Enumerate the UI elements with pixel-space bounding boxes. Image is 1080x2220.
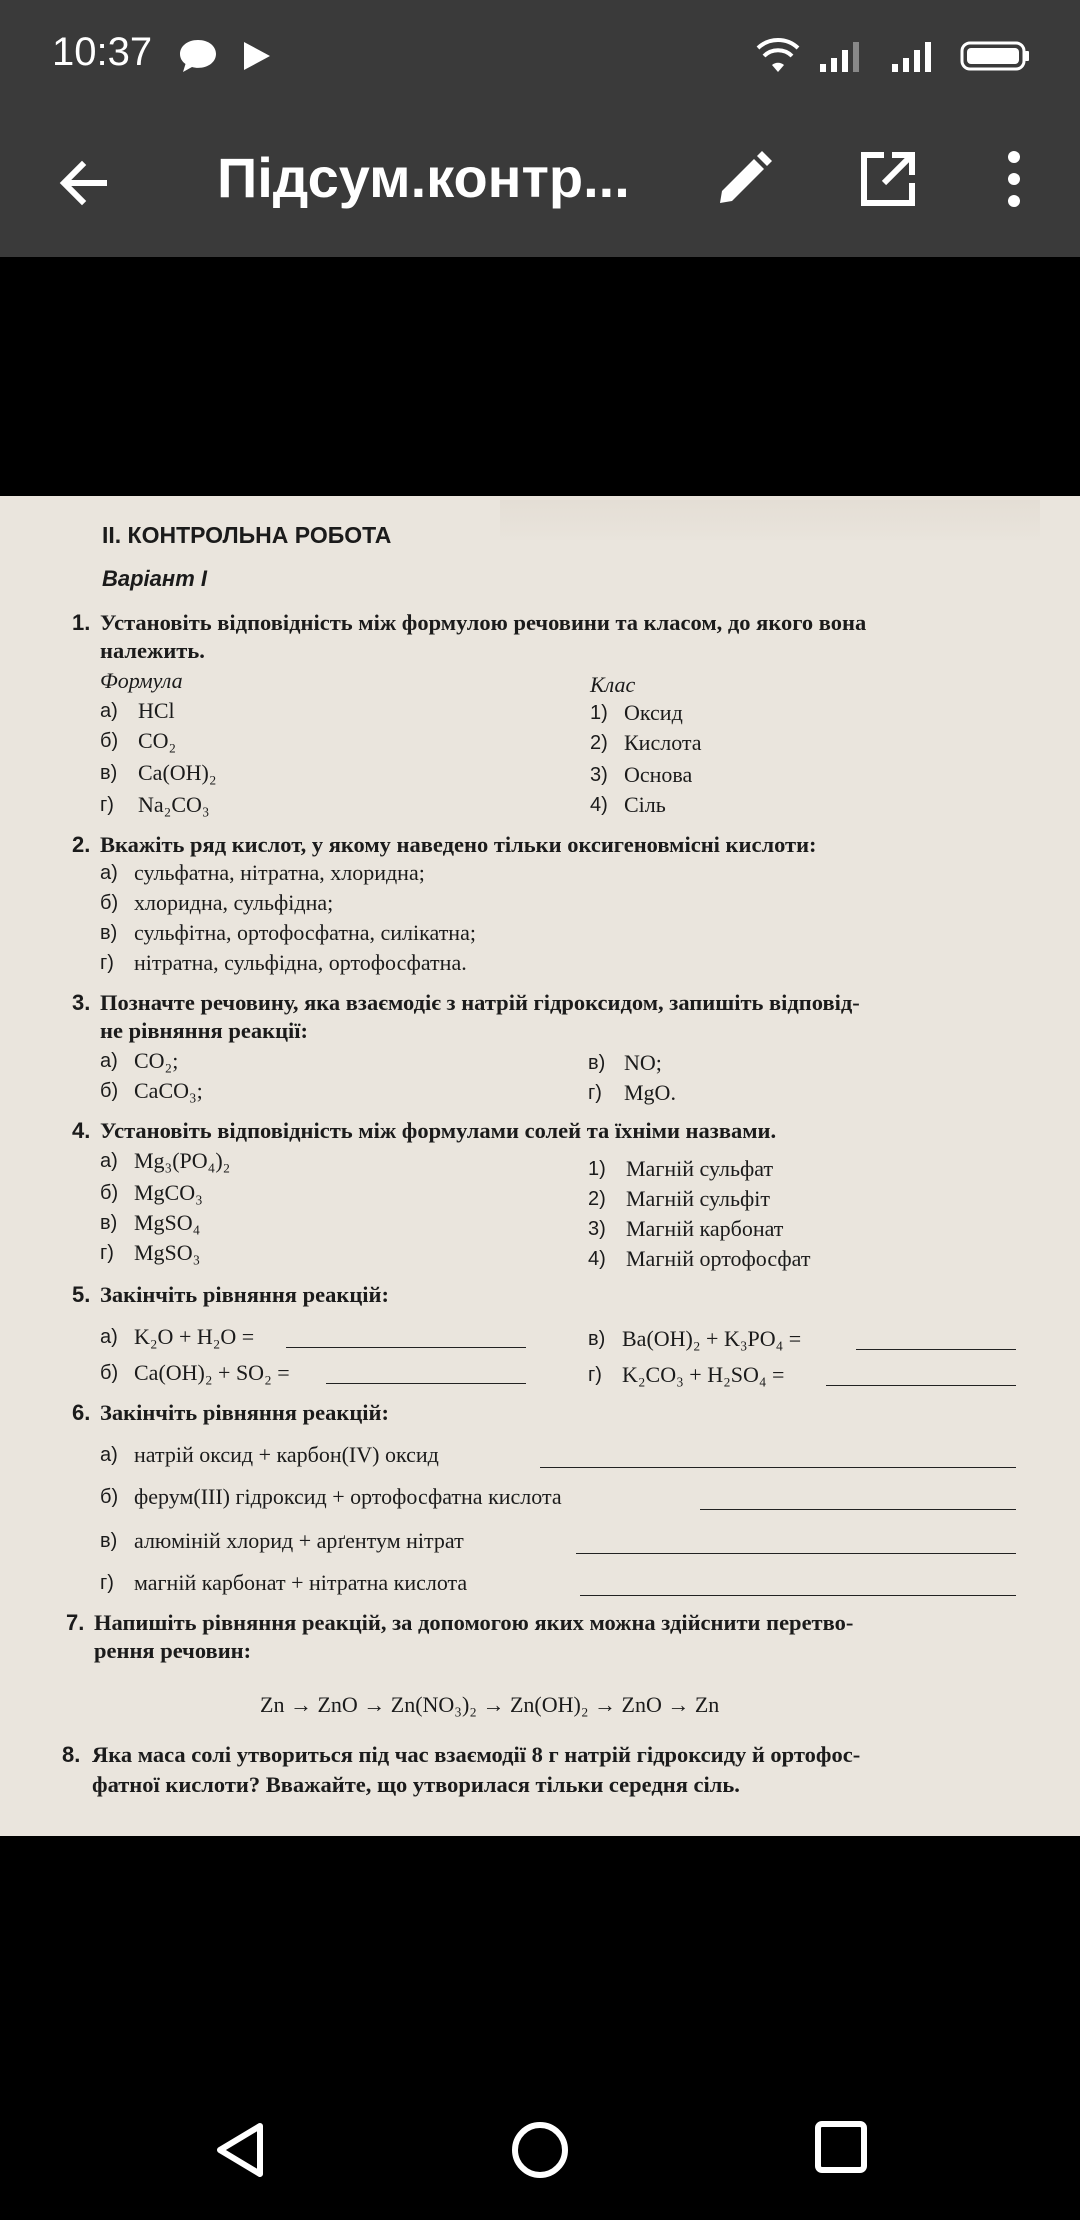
question-text: не рівняння реакції: xyxy=(100,1018,309,1043)
home-circle-icon[interactable] xyxy=(510,2120,570,2185)
option-text: CaCO₃; xyxy=(134,1078,203,1103)
option-text: NO; xyxy=(624,1050,662,1075)
option-text: сульфітна, ортофосфатна, силікатна; xyxy=(134,920,476,945)
formula: Na₂CO₃ xyxy=(138,792,210,817)
option-label: б) xyxy=(100,730,119,752)
option-label: а) xyxy=(100,1050,118,1072)
option-text: CO₂; xyxy=(134,1048,179,1073)
signal-icon-2 xyxy=(890,38,938,79)
option-text: нітратна, сульфідна, ортофосфатна. xyxy=(134,950,467,975)
class-name: Основа xyxy=(624,762,693,787)
edit-pencil-icon[interactable] xyxy=(714,149,774,214)
show-through-texture xyxy=(500,500,1040,540)
answer-blank[interactable] xyxy=(856,1330,1016,1356)
option-label: б) xyxy=(100,1080,119,1102)
formula: MgSO₃ xyxy=(134,1240,201,1265)
back-triangle-icon[interactable] xyxy=(212,2120,268,2185)
question-number: 6. xyxy=(72,1400,91,1425)
question-number: 1. xyxy=(72,610,91,635)
transformation-chain: Zn → ZnO → Zn(NO₃)₂ → Zn(OH)₂ → ZnO → Zn xyxy=(260,1692,720,1717)
formula: MgSO₄ xyxy=(134,1210,201,1235)
option-label: 2) xyxy=(588,1188,606,1210)
question-number: 7. xyxy=(66,1610,85,1635)
question-number: 4. xyxy=(72,1118,91,1143)
wifi-icon xyxy=(755,36,801,79)
option-label: 3) xyxy=(588,1218,606,1240)
chat-bubble-icon xyxy=(178,38,218,79)
equation-left: K₂CO₃ + H₂SO₄ = xyxy=(622,1362,785,1387)
option-label: б) xyxy=(100,1182,119,1204)
question-text: Яка маса солі утвориться під час взаємодії 8 г натрій гідроксиду й ортофос- xyxy=(92,1742,861,1767)
reaction-text: алюміній хлорид + арґентум нітрат xyxy=(134,1528,464,1553)
option-label: 4) xyxy=(590,794,608,816)
app-bar xyxy=(0,115,1080,257)
navigation-bar xyxy=(0,2080,1080,2220)
signal-icon xyxy=(818,38,866,79)
formula: HCl xyxy=(138,698,175,723)
option-label: 2) xyxy=(590,732,608,754)
option-label: г) xyxy=(100,794,114,816)
option-label: в) xyxy=(588,1328,606,1350)
class-name: Оксид xyxy=(624,700,683,725)
question-text: фатної кислоти? Вважайте, що утворилася тільки середня сіль. xyxy=(92,1772,740,1797)
column-header: Формула xyxy=(100,668,183,693)
option-label: а) xyxy=(100,1150,118,1172)
question-number: 2. xyxy=(72,832,91,857)
equation-left: K₂O + H₂O = xyxy=(134,1324,255,1349)
class-name: Кислота xyxy=(624,730,702,755)
answer-blank[interactable] xyxy=(700,1490,1016,1516)
equation-left: Ba(OH)₂ + K₃PO₄ = xyxy=(622,1326,802,1351)
back-arrow-icon[interactable] xyxy=(56,155,112,216)
page-header: ІІ. КОНТРОЛЬНА РОБОТА xyxy=(102,522,392,548)
formula: CO₂ xyxy=(138,728,177,753)
column-header: Клас xyxy=(590,672,636,697)
answer-blank[interactable] xyxy=(580,1576,1016,1602)
document-title: Підсум.контр... xyxy=(217,146,630,209)
salt-name: Магній карбонат xyxy=(626,1216,784,1241)
option-label: в) xyxy=(588,1052,606,1074)
question-text: Напишіть рівняння реакцій, за допомогою яких можна здійснити перетво- xyxy=(94,1610,854,1635)
option-label: в) xyxy=(100,922,118,944)
option-text: MgO. xyxy=(624,1080,676,1105)
question-number: 5. xyxy=(72,1282,91,1307)
answer-blank[interactable] xyxy=(326,1364,526,1390)
answer-blank[interactable] xyxy=(576,1534,1016,1560)
option-label: б) xyxy=(100,1362,119,1384)
salt-name: Магній ортофосфат xyxy=(626,1246,811,1271)
reaction-text: натрій оксид + карбон(IV) оксид xyxy=(134,1442,439,1467)
option-label: а) xyxy=(100,862,118,884)
more-vert-icon[interactable] xyxy=(1000,149,1028,214)
option-label: а) xyxy=(100,700,118,722)
option-label: 3) xyxy=(590,764,608,786)
option-label: 1) xyxy=(588,1158,606,1180)
class-name: Сіль xyxy=(624,792,666,817)
formula: Mg₃(PO₄)₂ xyxy=(134,1148,231,1173)
answer-blank[interactable] xyxy=(286,1328,526,1354)
recents-square-icon[interactable] xyxy=(814,2120,868,2179)
question-number: 3. xyxy=(72,990,91,1015)
status-bar xyxy=(0,0,1080,115)
question-text: Вкажіть ряд кислот, у якому наведено тільки оксигеновмісні кислоти: xyxy=(100,832,817,857)
formula: Ca(OH)₂ xyxy=(138,760,217,785)
salt-name: Магній сульфіт xyxy=(626,1186,771,1211)
equation-left: Ca(OH)₂ + SO₂ = xyxy=(134,1360,290,1385)
option-label: г) xyxy=(588,1364,602,1386)
open-external-icon[interactable] xyxy=(858,149,918,214)
option-label: г) xyxy=(588,1082,602,1104)
option-label: б) xyxy=(100,892,119,914)
option-text: сульфатна, нітратна, хлоридна; xyxy=(134,860,425,885)
option-label: г) xyxy=(100,1572,114,1594)
question-text: Установіть відповідність між формулою речовини та класом, до якого вона xyxy=(100,610,867,635)
option-label: 1) xyxy=(590,702,608,724)
option-label: а) xyxy=(100,1326,118,1348)
option-label: в) xyxy=(100,1530,118,1552)
question-number: 8. xyxy=(62,1742,81,1767)
option-label: в) xyxy=(100,1212,118,1234)
question-text: рення речовин: xyxy=(94,1638,252,1663)
option-label: г) xyxy=(100,952,114,974)
option-label: 4) xyxy=(588,1248,606,1270)
document-page[interactable] xyxy=(0,496,1080,1836)
formula: MgCO₃ xyxy=(134,1180,203,1205)
option-label: г) xyxy=(100,1242,114,1264)
variant-title: Варіант І xyxy=(102,566,207,591)
option-text: хлоридна, сульфідна; xyxy=(134,890,334,915)
play-icon xyxy=(242,40,272,77)
option-label: в) xyxy=(100,762,118,784)
option-label: б) xyxy=(100,1486,119,1508)
battery-icon xyxy=(960,40,1030,77)
question-text: Закінчіть рівняння реакцій: xyxy=(100,1400,389,1425)
question-text: належить. xyxy=(100,638,205,663)
reaction-text: ферум(ІІІ) гідроксид + ортофосфатна кислота xyxy=(134,1484,562,1509)
answer-blank[interactable] xyxy=(540,1448,1016,1474)
question-text: Позначте речовину, яка взаємодіє з натрій гідроксидом, запишіть відповід- xyxy=(100,990,860,1015)
status-time: 10:37 xyxy=(52,30,153,74)
question-text: Закінчіть рівняння реакцій: xyxy=(100,1282,389,1307)
answer-blank[interactable] xyxy=(826,1366,1016,1392)
salt-name: Магній сульфат xyxy=(626,1156,774,1181)
question-text: Установіть відповідність між формулами солей та їхніми назвами. xyxy=(100,1118,777,1143)
option-label: а) xyxy=(100,1444,118,1466)
reaction-text: магній карбонат + нітратна кислота xyxy=(134,1570,468,1595)
